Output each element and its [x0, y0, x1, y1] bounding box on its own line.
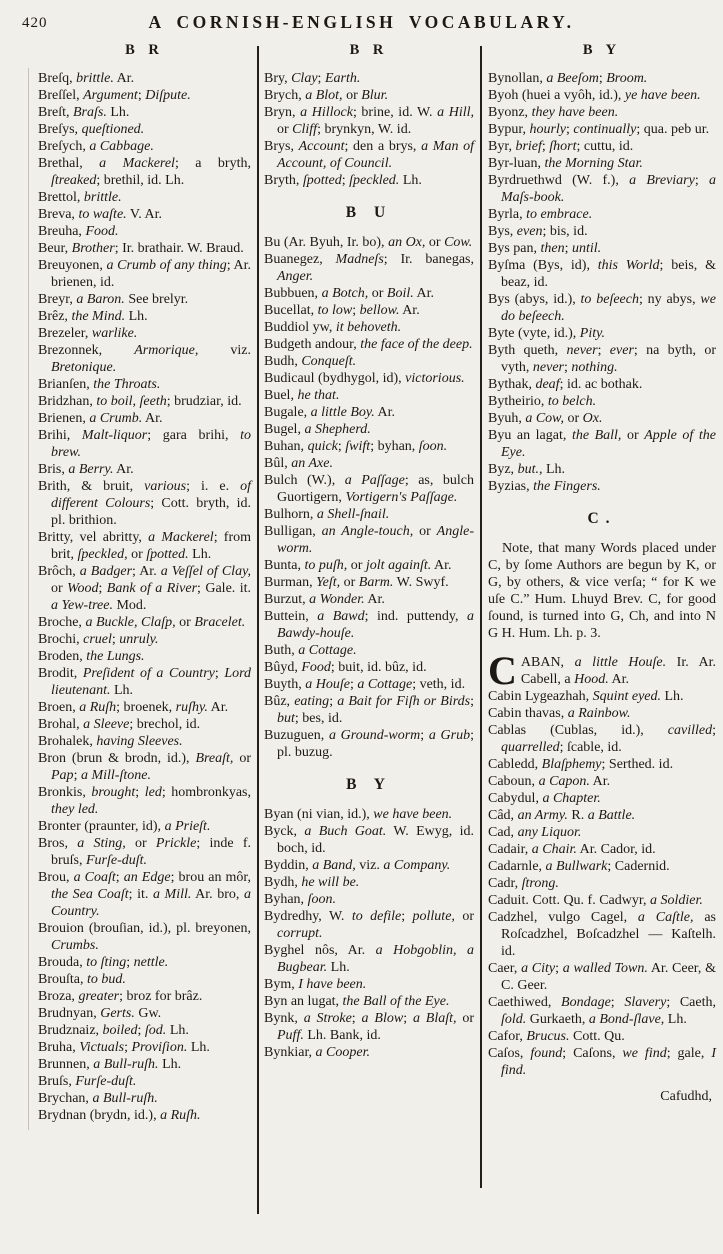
dictionary-entry: Buth, a Cottage.	[264, 643, 357, 658]
dictionary-entry: Broza, greater; broz for brâz.	[38, 989, 203, 1004]
dictionary-entry: Bûz, eating; a Bait for Fiſh or Birds; but; bes, id.	[264, 694, 474, 726]
dictionary-entry: Brêz, the Mind. Lh.	[38, 309, 148, 324]
dictionary-entry: Bridzhan, to boil, ſeeth; brudziar, id.	[38, 394, 242, 409]
dictionary-entry: Byddin, a Band, viz. a Company.	[264, 858, 451, 873]
dictionary-entry: Brochi, cruel; unruly.	[38, 632, 159, 647]
dictionary-entry: Beur, Brother; Ir. brathair. W. Braud.	[38, 241, 244, 256]
dictionary-entry: Brettol, brittle.	[38, 190, 122, 205]
dictionary-entry: Byſma (Bys, id), this World; beis, & beaz, id.	[488, 258, 716, 290]
page-header	[0, 12, 723, 42]
dictionary-entry: Bydh, he will be.	[264, 875, 360, 890]
dictionary-entry: Brys, Account; den a brys, a Man of Account, of Council.	[264, 139, 474, 171]
dictionary-entry: Brudnyan, Gerts. Gw.	[38, 1006, 162, 1021]
section-heading: C.	[587, 510, 617, 527]
dictionary-entry: Byz, but., Lh.	[488, 462, 566, 477]
page-title: A CORNISH-ENGLISH VOCABULARY.	[148, 12, 575, 32]
dictionary-entry: Bron (brun & brodn, id.), Breaſt, or Pap; a Mill-ſtone.	[38, 751, 251, 783]
dictionary-entry: Brouda, to ſting; nettle.	[38, 955, 169, 970]
dictionary-entry: Bynk, a Stroke; a Blow; a Blaſt, or Puff. Lh. Bank, id.	[264, 1011, 475, 1043]
dictionary-entry: Cabledd, Blaſphemy; Serthed. id.	[488, 757, 674, 772]
dictionary-entry: Brienen, a Crumb. Ar.	[38, 411, 163, 426]
left-margin-rule	[28, 68, 29, 1130]
dictionary-entry: Cafor, Brucus. Cott. Qu.	[488, 1029, 625, 1044]
dictionary-entry: Bulch (W.), a Paſſage; as, bulch Guortigern, Vortigern's Paſſage.	[264, 473, 475, 505]
dictionary-entry: Brianſen, the Throats.	[38, 377, 161, 392]
catchword: Cafudhd,	[660, 1089, 712, 1104]
dictionary-entry: Breſych, a Cabbage.	[38, 139, 154, 154]
dictionary-entry: Brouſta, to bud.	[38, 972, 126, 987]
dictionary-entry: Cad, any Liquor.	[488, 825, 582, 840]
dropcap-entry: CABAN, a little Houſe. Ir. Ar. Cabell, a Hood. Ar.	[488, 648, 716, 693]
column-divider-2	[480, 46, 482, 1188]
dictionary-entry: Budh, Conqueſt.	[264, 354, 357, 369]
dictionary-entry: Bys pan, then; until.	[488, 241, 602, 256]
column-1	[38, 42, 251, 1124]
dictionary-entry: Bris, a Berry. Ar.	[38, 462, 134, 477]
column-2-body	[264, 70, 474, 1061]
dictionary-entry: Burman, Yeſt, or Barm. W. Swyf.	[264, 575, 449, 590]
dictionary-entry: Byoh (huei a vyôh, id.), ye have been.	[488, 88, 701, 103]
dictionary-entry: Breuha, Food.	[38, 224, 119, 239]
dictionary-entry: Bynkiar, a Cooper.	[264, 1045, 370, 1060]
dictionary-entry: Bronkis, brought; led; hombronkyas, they led.	[38, 785, 252, 817]
dictionary-entry: Cadr, ſtrong.	[488, 876, 559, 891]
column-3-body	[488, 70, 716, 1105]
drop-cap-letter: C	[488, 648, 517, 693]
dictionary-entry: Bruha, Victuals; Proviſion. Lh.	[38, 1040, 210, 1055]
column-1-body	[38, 70, 251, 1124]
dictionary-entry: Bûl, an Axe.	[264, 456, 333, 471]
dictionary-entry: Brethal, a Mackerel; a bryth, ſtreaked; brethil, id. Lh.	[38, 156, 251, 188]
dictionary-entry: Brou, a Coaſt; an Edge; brou an môr, the Sea Coaſt; it. a Mill. Ar. bro, a Country.	[38, 870, 252, 919]
dictionary-entry: Bubbuen, a Botch, or Boil. Ar.	[264, 286, 434, 301]
dictionary-entry: Breſq, brittle. Ar.	[38, 71, 135, 86]
dictionary-entry: Broche, a Buckle, Claſp, or Bracelet.	[38, 615, 246, 630]
dictionary-entry: Byn an lugat, the Ball of the Eye.	[264, 994, 450, 1009]
dictionary-entry: Britty, vel abritty, a Mackerel; from brit, ſpeckled, or ſpotted. Lh.	[38, 530, 252, 562]
section-heading: B Y	[346, 776, 392, 793]
column-divider-1	[257, 46, 259, 1214]
dictionary-entry: Buel, he that.	[264, 388, 340, 403]
dictionary-entry: Buttein, a Bawd; ind. puttendy, a Bawdy-houſe.	[264, 609, 474, 641]
dictionary-entry: Bryth, ſpotted; ſpeckled. Lh.	[264, 173, 422, 188]
dictionary-entry: Budicaul (bydhygol, id), victorious.	[264, 371, 465, 386]
dictionary-entry: Byrdruethwd (W. f.), a Breviary; a Maſs-book.	[488, 173, 717, 205]
dictionary-entry: Budgeth andour, the face of the deep.	[264, 337, 473, 352]
dictionary-entry: Breſys, queſtioned.	[38, 122, 145, 137]
dictionary-entry: Caethiwed, Bondage; Slavery; Caeth, ſold. Gurkaeth, a Bond-ſlave, Lh.	[488, 995, 717, 1027]
dictionary-entry: Cabin Lygeazhah, Squint eyed. Lh.	[488, 689, 684, 704]
column-3	[488, 42, 716, 1105]
dictionary-entry: Caſos, found; Caſons, we find; gale, I find.	[488, 1046, 716, 1078]
dictionary-entry: Brunnen, a Bull-ruſh. Lh.	[38, 1057, 182, 1072]
dictionary-entry: Bynollan, a Beeſom; Broom.	[488, 71, 648, 86]
dictionary-entry: Bydredhy, W. to defile; pollute, or corrupt.	[264, 909, 474, 941]
dictionary-entry: Brezeler, warlike.	[38, 326, 138, 341]
dictionary-entry: Byck, a Buch Goat. W. Ewyg, id. boch, id.	[264, 824, 474, 856]
dictionary-entry: Cabydul, a Chapter.	[488, 791, 601, 806]
dictionary-entry: Bry, Clay; Earth.	[264, 71, 361, 86]
dictionary-entry: Byan (ni vian, id.), we have been.	[264, 807, 453, 822]
dictionary-entry: Breſſel, Argument; Diſpute.	[38, 88, 191, 103]
dictionary-entry: Breuyonen, a Crumb of any thing; Ar. brienen, id.	[38, 258, 251, 290]
dictionary-entry: Caboun, a Capon. Ar.	[488, 774, 611, 789]
dictionary-entry: Bulhorn, a Shell-ſnail.	[264, 507, 390, 522]
dictionary-entry: Bros, a Sting, or Prickle; inde f. bruſs, Furſe-duſt.	[38, 836, 252, 868]
dictionary-entry: Bypur, hourly; continually; qua. peb ur.	[488, 122, 710, 137]
dictionary-entry: Cadair, a Chair. Ar. Cador, id.	[488, 842, 656, 857]
dictionary-entry: Breyr, a Baron. See brelyr.	[38, 292, 189, 307]
dictionary-entry: Buhan, quick; ſwift; byhan, ſoon.	[264, 439, 448, 454]
dictionary-entry: Bym, I have been.	[264, 977, 367, 992]
dictionary-entry: Bruſs, Furſe-duſt.	[38, 1074, 137, 1089]
dictionary-entry: Byzias, the Fingers.	[488, 479, 601, 494]
dictionary-entry: Byuh, a Cow, or Ox.	[488, 411, 603, 426]
dictionary-entry: Byr, brief; ſhort; cuttu, id.	[488, 139, 634, 154]
dictionary-entry: Brudznaiz, boiled; ſod. Lh.	[38, 1023, 189, 1038]
dictionary-entry: Burzut, a Wonder. Ar.	[264, 592, 385, 607]
dictionary-entry: Bys (abys, id.), to beſeech; ny abys, we do beſeech.	[488, 292, 716, 324]
dictionary-entry: Breva, to waſte. V. Ar.	[38, 207, 162, 222]
dictionary-entry: Buyth, a Houſe; a Cottage; veth, id.	[264, 677, 466, 692]
column-1-header: B R	[125, 42, 164, 58]
dictionary-entry: Cadarnle, a Bullwark; Cadernid.	[488, 859, 670, 874]
dictionary-entry: Byhan, ſoon.	[264, 892, 336, 907]
dictionary-entry: Brychan, a Bull-ruſh.	[38, 1091, 158, 1106]
dictionary-entry: Câd, an Army. R. a Battle.	[488, 808, 636, 823]
dictionary-entry: Bulligan, an Angle-touch, or Angle-worm.	[264, 524, 474, 556]
dictionary-entry: Byte (vyte, id.), Pity.	[488, 326, 606, 341]
dictionary-entry: Bûyd, Food; buit, id. bûz, id.	[264, 660, 427, 675]
dictionary-entry: Cablas (Cublas, id.), cavilled; quarrelled; ſcable, id.	[488, 723, 716, 755]
dictionary-entry: Broen, a Ruſh; broenek, ruſhy. Ar.	[38, 700, 229, 715]
dictionary-entry: Buddiol yw, it behoveth.	[264, 320, 402, 335]
dictionary-entry: Bugale, a little Boy. Ar.	[264, 405, 396, 420]
dictionary-entry: Brith, & bruit, various; i. e. of different Colours; Cott. bryth, id. pl. brithion.	[38, 479, 251, 528]
dictionary-entry: Buzuguen, a Ground-worm; a Grub; pl. buzug.	[264, 728, 475, 760]
dictionary-entry: Cabin thavas, a Rainbow.	[488, 706, 631, 721]
dictionary-entry: Bunta, to puſh, or jolt againſt. Ar.	[264, 558, 452, 573]
page-number: 420	[22, 15, 48, 31]
dictionary-entry: Brohalek, having Sleeves.	[38, 734, 183, 749]
dictionary-entry: Caduit. Cott. Qu. f. Cadwyr, a Soldier.	[488, 893, 703, 908]
dictionary-entry: Bu (Ar. Byuh, Ir. bo), an Ox, or Cow.	[264, 235, 473, 250]
dictionary-entry: Brouion (brouſian, id.), pl. breyonen, Crumbs.	[38, 921, 251, 953]
dictionary-entry: Bythak, deaf; id. ac bothak.	[488, 377, 643, 392]
dictionary-entry: Bugel, a Shepherd.	[264, 422, 371, 437]
dictionary-entry: Byghel nôs, Ar. a Hobgoblin, a Bugbear. Lh.	[264, 943, 474, 975]
dictionary-entry: Brodit, Preſident of a Country; Lord lieutenant. Lh.	[38, 666, 252, 698]
dictionary-entry: Brihi, Malt-liquor; gara brihi, to brew.	[38, 428, 251, 460]
dictionary-entry: Brohal, a Sleeve; brechol, id.	[38, 717, 201, 732]
dictionary-entry: Bucellat, to low; bellow. Ar.	[264, 303, 420, 318]
dictionary-entry: Byth queth, never; ever; na byth, or vyth, never; nothing.	[488, 343, 717, 375]
dictionary-entry: Byu an lagat, the Ball, or Apple of the Eye.	[488, 428, 716, 460]
dictionary-entry: Byonz, they have been.	[488, 105, 619, 120]
dictionary-entry: Bryn, a Hillock; brine, id. W. a Hill, or Cliff; brynkyn, W. id.	[264, 105, 474, 137]
dictionary-entry: Brych, a Blot, or Blur.	[264, 88, 389, 103]
dictionary-entry: Buanegez, Madneſs; Ir. banegas, Anger.	[264, 252, 474, 284]
dictionary-entry: Bronter (praunter, id), a Prieſt.	[38, 819, 211, 834]
dictionary-entry: Bytheirio, to belch.	[488, 394, 597, 409]
dictionary-entry: Brezonnek, Armorique, viz. Bretonique.	[38, 343, 251, 375]
column-2	[264, 42, 474, 1061]
dictionary-entry: Cadzhel, vulgo Cagel, a Caſtle, as Roſcadzhel, Boſcadzhel — Kaſtelh. id.	[488, 910, 716, 959]
note-paragraph: Note, that many Words placed under C, by ſome Authors are begun by K, or G, by others, & vice verſa; “ for K we uſe C.” Hum. Lhuyd Brev. C, for good ſound, is turned into G, Ch, and into N G H. Hum. Lh. p. 3.	[488, 541, 716, 641]
dictionary-entry: Brydnan (brydn, id.), a Ruſh.	[38, 1108, 201, 1123]
dictionary-entry: Brôch, a Badger; Ar. a Veſſel of Clay, or Wood; Bank of a River; Gale. it. a Yew-tree. Mod.	[38, 564, 252, 613]
dictionary-entry: Byrla, to embrace.	[488, 207, 593, 222]
column-2-header: B R	[349, 42, 389, 58]
dictionary-entry: Broden, the Lungs.	[38, 649, 145, 664]
dictionary-entry: Caer, a City; a walled Town. Ar. Ceer, & C. Geer.	[488, 961, 717, 993]
dictionary-entry: Breſt, Braſs. Lh.	[38, 105, 130, 120]
column-3-header: B Y	[582, 42, 622, 58]
dictionary-entry: Bys, even; bis, id.	[488, 224, 588, 239]
dictionary-entry: Byr-luan, the Morning Star.	[488, 156, 643, 171]
section-heading: B U	[345, 204, 393, 221]
